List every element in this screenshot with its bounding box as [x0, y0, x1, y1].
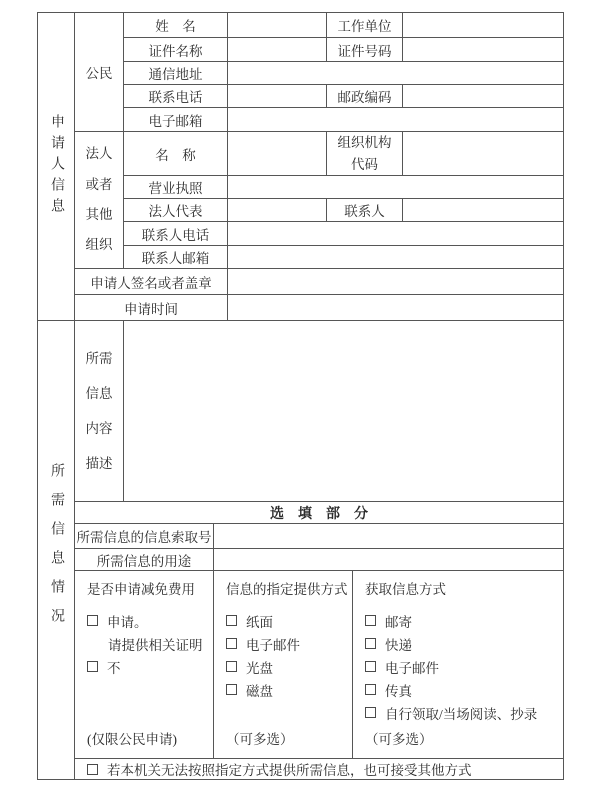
org-code-value-cell[interactable] [403, 132, 563, 175]
checkbox-icon[interactable] [226, 615, 237, 626]
work-unit-value-cell[interactable] [403, 13, 563, 37]
org-name-value-cell[interactable] [228, 132, 326, 175]
citizen-group-label: 公民 [75, 13, 123, 131]
signature-label: 申请人签名或者盖章 [75, 269, 227, 294]
phone-value-cell[interactable] [228, 85, 326, 107]
postal-code-label: 邮政编码 [327, 85, 402, 107]
org-code-label-text: 组织机构代码 [337, 134, 392, 172]
application-form [37, 12, 564, 780]
address-label: 通信地址 [124, 62, 227, 84]
fee-waiver-apply-note: 请提供相关证明 [108, 637, 203, 653]
required-info-section [38, 321, 563, 779]
obtain-method-option-label: 传真 [385, 683, 412, 699]
email-label: 电子邮箱 [124, 108, 227, 131]
id-number-label: 证件号码 [327, 38, 402, 61]
obtain-method-option-self-pickup[interactable] [365, 701, 537, 724]
id-type-value-cell[interactable] [228, 38, 326, 61]
org-name-label: 名 称 [124, 132, 227, 175]
email-value-cell[interactable] [228, 108, 563, 131]
obtain-method-option-express[interactable] [365, 632, 412, 655]
obtain-method-footnote: （可多选） [365, 732, 433, 747]
checkbox-icon[interactable] [87, 661, 98, 672]
provide-method-option-label: 电子邮件 [246, 637, 300, 653]
optional-part-header: 选 填 部 分 [75, 502, 563, 523]
provide-method-option-disk[interactable] [226, 678, 273, 701]
id-number-value-cell[interactable] [403, 38, 563, 61]
provide-method-title: 信息的指定提供方式 [226, 582, 348, 597]
provide-method-cell [214, 571, 352, 758]
fee-waiver-option-apply[interactable] [87, 609, 148, 632]
obtain-method-option-label: 电子邮件 [385, 660, 439, 676]
index-number-value-cell[interactable] [214, 524, 563, 548]
contact-email-value-cell[interactable] [228, 246, 563, 268]
address-value-cell[interactable] [228, 62, 563, 84]
legal-rep-label: 法人代表 [124, 199, 227, 221]
fallback-note-label: 若本机关无法按照指定方式提供所需信息，也可接受其他方式 [107, 763, 472, 778]
obtain-method-option-mail[interactable] [365, 609, 412, 632]
obtain-method-option-label: 快递 [385, 637, 412, 653]
work-unit-label: 工作单位 [327, 13, 402, 37]
provide-method-option-label: 光盘 [246, 660, 273, 676]
contact-person-value-cell[interactable] [403, 199, 563, 221]
postal-code-value-cell[interactable] [403, 85, 563, 107]
signature-value-cell[interactable] [228, 269, 563, 294]
obtain-method-title: 获取信息方式 [365, 582, 446, 597]
fee-waiver-footnote: (仅限公民申请) [87, 732, 177, 747]
checkbox-icon[interactable] [365, 707, 376, 718]
fee-waiver-option-no[interactable] [87, 655, 121, 678]
applicant-info-section [38, 13, 563, 320]
provide-method-option-email[interactable] [226, 632, 300, 655]
fee-waiver-option-no-label: 不 [107, 660, 121, 676]
checkbox-icon[interactable] [226, 638, 237, 649]
obtain-method-cell [353, 571, 563, 758]
obtain-method-option-label: 邮寄 [385, 614, 412, 630]
checkbox-icon[interactable] [87, 615, 98, 626]
required-section-side-label: 所需信息情况 [38, 321, 74, 779]
checkbox-icon[interactable] [365, 661, 376, 672]
org-group-label [75, 132, 123, 268]
fallback-note-row [75, 759, 563, 779]
contact-phone-value-cell[interactable] [228, 222, 563, 245]
provide-method-footnote: （可多选） [226, 732, 294, 747]
checkbox-icon[interactable] [365, 684, 376, 695]
provide-method-option-label: 纸面 [246, 614, 273, 630]
description-label [75, 321, 123, 501]
description-label-text: 所需信息内容描述 [85, 350, 113, 472]
legal-rep-value-cell[interactable] [228, 199, 326, 221]
name-value-cell[interactable] [228, 13, 326, 37]
apply-time-label: 申请时间 [75, 295, 227, 320]
contact-person-label: 联系人 [327, 199, 402, 221]
org-group-label-text: 法人或者其他组织 [85, 146, 113, 253]
obtain-method-option-label: 自行领取/当场阅读、抄录 [385, 706, 538, 722]
phone-label: 联系电话 [124, 85, 227, 107]
business-license-label: 营业执照 [124, 176, 227, 198]
business-license-value-cell[interactable] [228, 176, 563, 198]
description-value-cell[interactable] [124, 321, 563, 501]
contact-phone-label: 联系人电话 [124, 222, 227, 245]
id-type-label: 证件名称 [124, 38, 227, 61]
apply-time-value-cell[interactable] [228, 295, 563, 320]
fee-waiver-cell [75, 571, 213, 758]
index-number-label: 所需信息的信息索取号 [75, 524, 213, 548]
name-label: 姓 名 [124, 13, 227, 37]
obtain-method-option-fax[interactable] [365, 678, 412, 701]
checkbox-icon[interactable] [87, 764, 98, 775]
checkbox-icon[interactable] [226, 684, 237, 695]
applicant-section-side-label: 申请人信息 [38, 13, 74, 320]
contact-email-label: 联系人邮箱 [124, 246, 227, 268]
checkbox-icon[interactable] [226, 661, 237, 672]
purpose-value-cell[interactable] [214, 549, 563, 570]
fee-waiver-option-apply-label: 申请。 [107, 614, 148, 630]
obtain-method-option-email[interactable] [365, 655, 439, 678]
provide-method-option-cd[interactable] [226, 655, 273, 678]
provide-method-option-paper[interactable] [226, 609, 273, 632]
fee-waiver-title: 是否申请减免费用 [87, 582, 195, 597]
org-code-label [327, 132, 402, 175]
checkbox-icon[interactable] [365, 638, 376, 649]
purpose-label: 所需信息的用途 [75, 549, 213, 570]
checkbox-icon[interactable] [365, 615, 376, 626]
provide-method-option-label: 磁盘 [246, 683, 273, 699]
